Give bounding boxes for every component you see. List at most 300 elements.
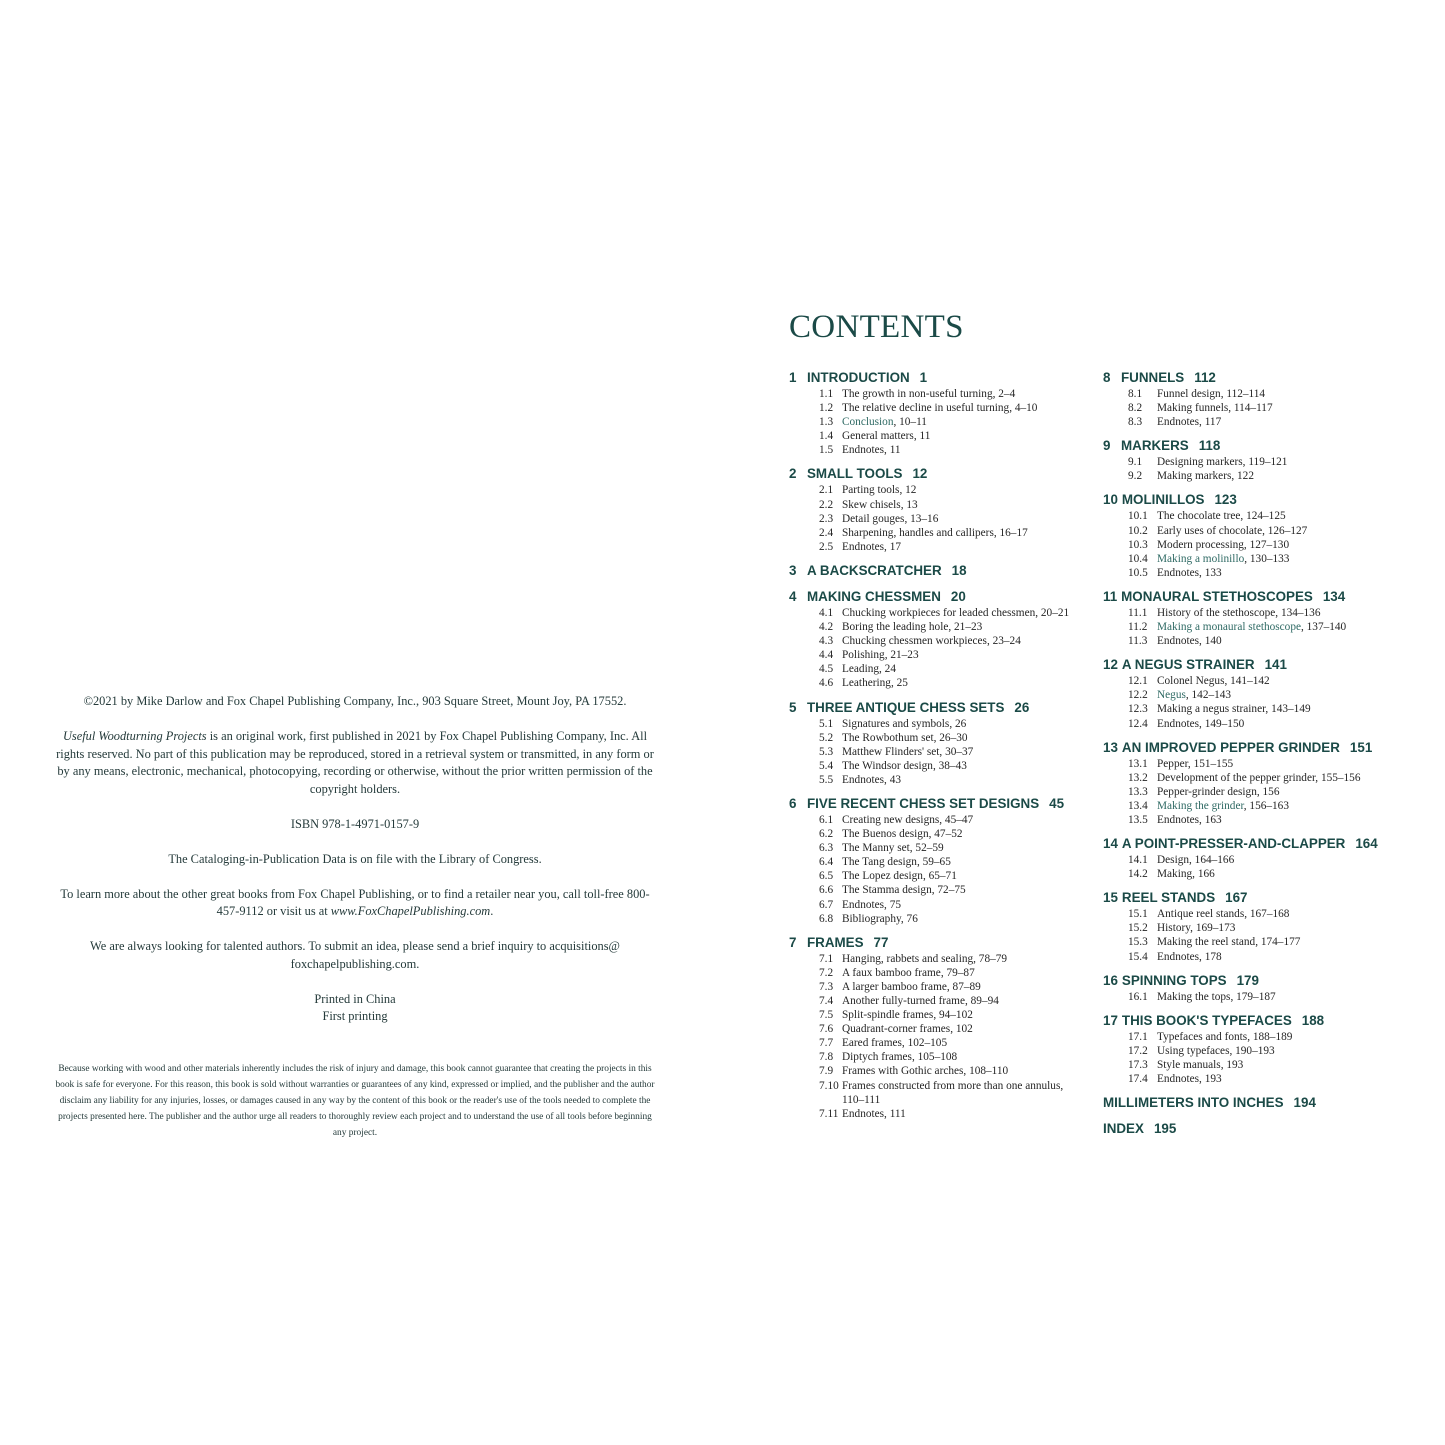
section-number: 11.3 <box>1128 635 1148 648</box>
chapter-number: 12 <box>1103 657 1118 673</box>
section-number: 2.3 <box>819 512 834 525</box>
toc-section <box>789 606 1089 620</box>
section-entry <box>1157 552 1289 566</box>
section-pages: , 193 <box>1199 1073 1222 1085</box>
section-pages: , 11 <box>914 430 931 442</box>
section-pages: , 124–125 <box>1240 510 1285 522</box>
section-pages: , 89–94 <box>965 995 999 1007</box>
section-title: Making a molinillo <box>1157 552 1245 565</box>
chapter-number: 17 <box>1103 1012 1118 1028</box>
section-pages: , 52–59 <box>910 842 944 854</box>
section-entry <box>1157 907 1289 921</box>
chapter-title: INDEX <box>1103 1121 1144 1137</box>
toc-section <box>789 745 1089 759</box>
chapter-title: AN IMPROVED PEPPER GRINDER <box>1121 739 1340 755</box>
toc-section <box>1103 867 1403 881</box>
chapter-title: THREE ANTIQUE CHESS SETS <box>807 699 1005 715</box>
chapter-number: 5 <box>789 699 797 715</box>
section-pages: , 16–17 <box>994 527 1028 539</box>
section-entry <box>1157 702 1311 716</box>
chapter-number: 1 <box>789 370 797 385</box>
section-title: History of the stethoscope <box>1157 606 1276 619</box>
isbn: ISBN 978-1-4971-0157-9 <box>290 816 420 831</box>
copyright-block <box>55 693 655 1026</box>
section-entry <box>1157 620 1346 634</box>
section-number: 4.6 <box>819 677 834 690</box>
section-number: 7.8 <box>819 1051 834 1064</box>
section-pages: , 117 <box>1199 416 1221 428</box>
toc-chapter <box>789 934 1089 1121</box>
toc-chapter <box>1103 835 1403 881</box>
toc-section <box>1103 1044 1403 1058</box>
section-number: 6.1 <box>819 813 834 826</box>
toc-section <box>1103 620 1403 634</box>
section-pages: , 149–150 <box>1199 718 1244 730</box>
section-number: 1.3 <box>819 416 834 429</box>
section-entry <box>1157 469 1254 483</box>
section-title: Colonel Negus <box>1157 675 1225 688</box>
section-entry <box>1157 785 1279 799</box>
section-pages: , 21–23 <box>948 621 982 633</box>
section-number: 7.10 <box>819 1079 839 1092</box>
chapter-number: 14 <box>1103 836 1118 852</box>
section-entry <box>842 773 901 787</box>
section-pages: , 156 <box>1257 786 1280 798</box>
section-number: 12.3 <box>1128 703 1148 716</box>
section-pages: , 94–102 <box>933 1009 973 1021</box>
chapter-number: 15 <box>1103 890 1118 906</box>
section-number: 4.4 <box>819 649 834 662</box>
section-entry <box>842 620 982 634</box>
chapter-title: SMALL TOOLS <box>807 466 903 482</box>
section-number: 9.1 <box>1128 456 1143 469</box>
section-entry <box>1157 921 1235 935</box>
section-pages: , 26–30 <box>934 732 968 744</box>
section-entry <box>842 883 966 897</box>
chapter-heading <box>789 465 1089 483</box>
section-number: 5.4 <box>819 759 834 772</box>
toc-section <box>1103 921 1403 935</box>
toc-chapter <box>1103 739 1403 827</box>
section-number: 7.7 <box>819 1037 834 1050</box>
section-entry <box>842 1050 957 1064</box>
chapter-number: 4 <box>789 588 797 604</box>
chapter-heading <box>789 562 1089 580</box>
section-title: Endnotes <box>842 1107 885 1120</box>
section-title: The Rowbothum set <box>842 731 934 744</box>
toc-section <box>789 512 1089 526</box>
chapter-number: 11 <box>1103 588 1118 604</box>
chapter-heading <box>789 369 1089 387</box>
section-entry <box>1157 1030 1292 1044</box>
toc-section <box>1103 717 1403 731</box>
toc-section <box>789 387 1089 401</box>
rights-text: is an original work, first published in 2021 by Fox Chapel Publishing Company, Inc. All rights reserved. No part of this publication may be reproduced, stored in a retrieval system or transmitted, in any form or by any means, electronic, mechanical, photocopying, recording or otherwise, without the prior written permission of the copyright holders. <box>56 729 654 796</box>
section-number: 8.2 <box>1128 402 1143 415</box>
section-entry <box>842 1079 1077 1107</box>
toc-section <box>789 1022 1089 1036</box>
section-title: Endnotes <box>842 898 885 911</box>
chapter-number: 2 <box>789 466 797 482</box>
section-entry <box>1157 688 1231 702</box>
section-number: 7.4 <box>819 995 834 1007</box>
section-number: 15.1 <box>1128 908 1148 921</box>
section-number: 6.2 <box>819 828 834 841</box>
section-number: 7.2 <box>819 966 834 979</box>
section-number: 7.3 <box>819 980 834 993</box>
chapter-title: FRAMES <box>807 934 864 950</box>
section-title: Endnotes <box>1157 717 1200 730</box>
section-entry <box>842 483 916 497</box>
section-title: Modern processing <box>1157 538 1244 551</box>
section-title: Making <box>1157 868 1193 881</box>
section-entry <box>842 1008 973 1022</box>
section-pages: , 151–155 <box>1188 758 1233 770</box>
toc-section <box>1103 674 1403 688</box>
section-entry <box>1157 813 1222 827</box>
section-number: 14.2 <box>1128 868 1148 881</box>
section-entry <box>842 540 901 554</box>
section-title: Making the reel stand <box>1157 936 1256 949</box>
section-pages: , 10–11 <box>893 416 926 428</box>
section-pages: , 167–168 <box>1244 908 1289 920</box>
section-title: Style manuals <box>1157 1058 1221 1071</box>
section-title: Endnotes <box>1157 635 1200 648</box>
chapter-heading <box>1103 437 1403 455</box>
toc-chapter <box>1103 588 1403 648</box>
section-entry <box>842 1022 973 1036</box>
section-entry <box>842 1036 947 1050</box>
chapter-page: 18 <box>951 562 967 578</box>
toc-section <box>789 1008 1089 1022</box>
chapter-page: 1 <box>919 370 928 385</box>
printed-in: Printed in China <box>314 991 396 1006</box>
section-entry <box>842 387 1015 401</box>
section-number: 1.1 <box>819 388 834 400</box>
toc-section <box>1103 813 1403 827</box>
section-title: Endnotes <box>842 444 885 457</box>
toc-section <box>789 855 1089 869</box>
section-number: 5.5 <box>819 773 834 786</box>
section-pages: , 12 <box>899 484 916 496</box>
chapter-heading <box>1103 889 1403 907</box>
section-title: Matthew Flinders' set <box>842 745 940 758</box>
section-entry <box>842 869 957 883</box>
toc-section <box>1103 455 1403 469</box>
section-pages: , 141–142 <box>1224 675 1269 687</box>
section-pages: , 156–163 <box>1244 800 1289 812</box>
toc-section <box>789 813 1089 827</box>
section-number: 13.1 <box>1128 757 1148 770</box>
chapter-heading <box>1103 656 1403 674</box>
section-number: 9.2 <box>1128 470 1143 483</box>
toc-chapter <box>1103 1012 1403 1086</box>
section-entry <box>1157 415 1221 429</box>
section-entry <box>842 855 951 869</box>
section-pages: , 174–177 <box>1255 936 1300 948</box>
section-title: Quadrant-corner frames <box>842 1023 951 1036</box>
section-title: Conclusion <box>842 416 894 429</box>
toc-section <box>789 827 1089 841</box>
section-title: Boring the leading hole <box>842 621 949 634</box>
section-number: 5.1 <box>819 717 834 730</box>
toc-section <box>1103 853 1403 867</box>
section-entry <box>842 634 1021 648</box>
toc-section <box>789 869 1089 883</box>
section-entry <box>842 813 973 827</box>
chapter-heading <box>1103 1120 1403 1138</box>
toc-section <box>789 620 1089 634</box>
section-entry <box>842 648 919 662</box>
section-pages: , 105–108 <box>912 1051 957 1063</box>
toc-section <box>1103 1072 1403 1086</box>
chapter-title: A NEGUS STRAINER <box>1121 657 1255 673</box>
section-pages: , 188–189 <box>1247 1031 1292 1043</box>
toc-chapter <box>789 465 1089 553</box>
section-title: Endnotes <box>1157 566 1200 579</box>
toc-section <box>789 912 1089 926</box>
section-pages: , 59–65 <box>917 856 951 868</box>
section-title: Endnotes <box>1157 416 1200 429</box>
toc-chapter <box>1103 437 1403 483</box>
section-title: Creating new designs <box>842 813 940 826</box>
section-number: 1.5 <box>819 444 834 457</box>
toc-section <box>1103 757 1403 771</box>
section-number: 4.2 <box>819 621 834 634</box>
toc-section <box>1103 606 1403 620</box>
section-title: A faux bamboo frame <box>842 966 941 979</box>
toc-section <box>1103 799 1403 813</box>
section-number: 8.1 <box>1128 388 1143 400</box>
chapter-page: 123 <box>1214 492 1237 508</box>
section-entry <box>842 717 966 731</box>
section-entry <box>842 401 1037 415</box>
section-pages: , 127–130 <box>1244 539 1289 551</box>
chapter-number: 9 <box>1103 438 1111 454</box>
section-number: 15.3 <box>1128 936 1148 949</box>
section-entry <box>1157 935 1300 949</box>
toc-section <box>789 483 1089 497</box>
chapter-heading <box>789 795 1089 813</box>
section-title: Making markers <box>1157 470 1232 483</box>
section-entry <box>1157 717 1244 731</box>
chapter-number: 10 <box>1103 492 1118 508</box>
section-title: Making the grinder <box>1157 799 1244 812</box>
learn-more-text: To learn more about the other great books from Fox Chapel Publishing, or to find a retailer near you, call toll-free 800-457-9112 or visit us at <box>60 886 650 918</box>
section-pages: , 87–89 <box>947 981 981 993</box>
section-pages: , 43 <box>884 774 901 786</box>
toc-section <box>789 759 1089 773</box>
section-number: 7.11 <box>819 1107 839 1120</box>
toc-section <box>1103 935 1403 949</box>
toc-section <box>789 540 1089 554</box>
toc-section <box>789 648 1089 662</box>
section-number: 5.3 <box>819 745 834 758</box>
chapter-title: THIS BOOK'S TYPEFACES <box>1121 1012 1292 1028</box>
section-entry <box>1157 757 1233 771</box>
chapter-page: 12 <box>912 466 928 482</box>
chapter-title: A BACKSCRATCHER <box>807 562 942 578</box>
toc-section <box>789 676 1089 690</box>
chapter-number: 3 <box>789 562 797 578</box>
section-pages: , 45–47 <box>939 814 973 826</box>
chapter-title: MARKERS <box>1121 438 1189 454</box>
section-pages: , 79–87 <box>941 967 975 979</box>
chapter-title: SPINNING TOPS <box>1121 972 1227 988</box>
section-entry <box>1157 950 1222 964</box>
section-pages: , 163 <box>1199 814 1222 826</box>
section-number: 12.4 <box>1128 717 1148 730</box>
section-pages: , 130–133 <box>1244 553 1289 565</box>
toc-chapter <box>1103 656 1403 730</box>
toc-section <box>789 841 1089 855</box>
section-title: Chucking workpieces for leaded chessmen <box>842 606 1036 619</box>
chapter-heading <box>1103 972 1403 990</box>
toc-section <box>789 1064 1089 1078</box>
section-entry <box>1157 799 1289 813</box>
section-number: 7.1 <box>819 952 834 965</box>
section-title: Design <box>1157 854 1190 867</box>
chapter-page: 20 <box>950 588 966 604</box>
section-pages: , 119–121 <box>1243 456 1288 468</box>
section-entry <box>842 827 963 841</box>
toc-section <box>1103 634 1403 648</box>
chapter-page: 112 <box>1194 370 1216 385</box>
toc-chapter <box>1103 369 1403 429</box>
section-pages: , 111 <box>884 1108 906 1120</box>
section-pages: , 110–111 <box>842 1080 1063 1106</box>
section-pages: , 142–143 <box>1186 689 1231 701</box>
toc-section <box>789 1107 1089 1121</box>
section-title: Polishing <box>842 649 885 662</box>
section-entry <box>842 994 999 1008</box>
toc-column-left <box>789 369 1089 1129</box>
chapter-page: 195 <box>1153 1121 1177 1137</box>
toc-section <box>789 1079 1089 1107</box>
chapter-heading <box>1103 835 1403 853</box>
section-entry <box>842 526 1028 540</box>
section-entry <box>1157 538 1289 552</box>
section-title: Making a negus strainer <box>1157 703 1266 716</box>
section-number: 5.2 <box>819 731 834 744</box>
chapter-title: A POINT-PRESSER-AND-CLAPPER <box>1121 836 1346 852</box>
section-title: History <box>1157 922 1191 935</box>
section-entry <box>842 1107 906 1121</box>
chapter-page: 167 <box>1225 890 1248 906</box>
section-pages: , 13 <box>901 499 918 511</box>
section-pages: , 155–156 <box>1315 772 1360 784</box>
section-pages: , 166 <box>1192 868 1215 880</box>
section-entry <box>842 443 901 457</box>
authors-paragraph: We are always looking for talented authors. To submit an idea, please send a brief inquiry to acquisitions@ foxchapelpublishing.com. <box>90 939 620 971</box>
toc-section <box>789 717 1089 731</box>
section-number: 17.3 <box>1128 1058 1148 1071</box>
toc-section <box>789 634 1089 648</box>
section-pages: , 17 <box>884 541 901 553</box>
section-number: 2.4 <box>819 526 834 539</box>
section-title: Bibliography <box>842 912 901 925</box>
section-number: 2.1 <box>819 484 834 497</box>
section-entry <box>842 429 930 443</box>
toc-chapter <box>789 699 1089 787</box>
section-entry <box>842 759 967 773</box>
chapter-heading <box>789 934 1089 952</box>
section-pages: , 21–23 <box>885 649 919 661</box>
section-number: 10.2 <box>1128 524 1148 537</box>
section-title: Leathering <box>842 677 891 690</box>
section-pages: , 179–187 <box>1230 991 1275 1003</box>
section-entry <box>1157 853 1234 867</box>
toc-section <box>1103 990 1403 1004</box>
toc-section <box>789 980 1089 994</box>
section-number: 10.4 <box>1128 552 1148 565</box>
toc-section <box>789 883 1089 897</box>
chapter-title: REEL STANDS <box>1121 890 1216 906</box>
section-title: Diptych frames <box>842 1051 912 1064</box>
section-entry <box>842 912 918 926</box>
section-title: Parting tools <box>842 484 900 497</box>
section-title: Development of the pepper grinder <box>1157 771 1316 784</box>
toc-section <box>1103 469 1403 483</box>
section-number: 10.1 <box>1128 510 1148 523</box>
section-pages: , 2–4 <box>993 388 1016 400</box>
section-number: 7.5 <box>819 1009 834 1022</box>
section-number: 6.5 <box>819 870 834 883</box>
learn-more-end: . <box>490 904 494 918</box>
chapter-title: MILLIMETERS INTO INCHES <box>1103 1095 1284 1111</box>
section-title: Split-spindle frames <box>842 1009 934 1022</box>
section-number: 10.5 <box>1128 566 1148 579</box>
chapter-heading <box>1103 1012 1403 1030</box>
chapter-page: 134 <box>1322 588 1346 604</box>
section-entry <box>842 1064 1008 1078</box>
publisher-url: www.FoxChapelPublishing.com <box>330 904 491 918</box>
toc-section <box>1103 785 1403 799</box>
toc-section <box>789 966 1089 980</box>
section-entry <box>842 966 975 980</box>
toc-chapter <box>1103 1120 1403 1138</box>
section-pages: , 137–140 <box>1301 621 1346 633</box>
section-number: 13.2 <box>1128 771 1148 784</box>
section-pages: , 140 <box>1199 635 1222 647</box>
chapter-page: 118 <box>1198 438 1221 454</box>
section-title: Frames with Gothic arches <box>842 1065 964 1078</box>
section-title: Endnotes <box>1157 1073 1200 1085</box>
section-entry <box>842 676 908 690</box>
section-title: Sharpening, handles and callipers <box>842 526 994 539</box>
book-title: Useful Woodturning Projects <box>62 729 207 743</box>
section-title: The Windsor design <box>842 759 933 772</box>
section-title: Making funnels <box>1157 402 1229 415</box>
chapter-heading <box>1103 739 1403 757</box>
toc-section <box>1103 415 1403 429</box>
section-entry <box>842 498 918 512</box>
section-entry <box>842 898 901 912</box>
section-title: Detail gouges <box>842 512 905 525</box>
section-entry <box>1157 867 1215 881</box>
section-pages: , 78–79 <box>973 953 1007 965</box>
toc-section <box>789 415 1089 429</box>
section-entry <box>1157 990 1276 1004</box>
section-title: Using typefaces <box>1157 1044 1230 1057</box>
chapter-title: FIVE RECENT CHESS SET DESIGNS <box>807 795 1040 811</box>
toc-section <box>789 429 1089 443</box>
section-pages: , 38–43 <box>933 760 967 772</box>
section-pages: , 190–193 <box>1229 1045 1274 1057</box>
section-number: 14.1 <box>1128 854 1148 867</box>
section-number: 15.2 <box>1128 922 1148 935</box>
section-entry <box>842 662 896 676</box>
